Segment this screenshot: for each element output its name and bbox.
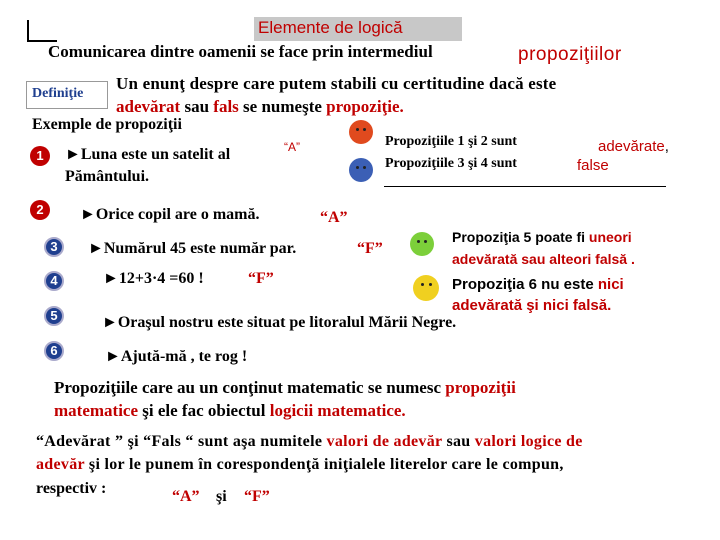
truth-line2: adevăr şi lor le punem în corespondenţă iniţialele literelor care le compun, bbox=[36, 456, 564, 473]
summary-line1: Propoziţiile 1 şi 2 sunt bbox=[385, 134, 517, 149]
note-5-line1: Propoziţia 5 poate fi uneori bbox=[452, 229, 632, 245]
math-line1: Propoziţiile care au un conţinut matematic se numesc propoziţii bbox=[54, 378, 516, 397]
example-number-badge: 1 bbox=[30, 146, 50, 166]
definition-label: Definiţie bbox=[32, 86, 84, 101]
example-3-tag: “F” bbox=[357, 240, 383, 257]
example-4-text: ►12+3·4 =60 ! bbox=[103, 270, 204, 287]
summary-divider bbox=[384, 186, 666, 187]
example-2-tag: “A” bbox=[320, 209, 348, 226]
truth-letter-a: “A” bbox=[172, 488, 200, 505]
green-face-icon bbox=[410, 232, 434, 256]
definition-line2: adevărat sau fals se numeşte propoziţie. bbox=[116, 97, 404, 116]
intro-text: Comunicarea dintre oamenii se face prin intermediul bbox=[48, 42, 433, 61]
truth-line1: “Adevărat ” şi “Fals “ sunt aşa numitele valori de adevăr sau valori logice de bbox=[36, 433, 583, 450]
example-number-badge: 6 bbox=[44, 341, 64, 361]
face-eye bbox=[429, 283, 432, 286]
example-6-text: ►Ajută-mă , te rog ! bbox=[105, 348, 248, 365]
truth-line3-start: respectiv : bbox=[36, 480, 107, 497]
face-eye bbox=[356, 166, 359, 169]
example-1-text: ►Luna este un satelit al bbox=[65, 146, 231, 163]
face-eye bbox=[421, 283, 424, 286]
example-4-tag: “F” bbox=[248, 270, 274, 287]
face-eye bbox=[363, 166, 366, 169]
definition-line1: Un enunţ despre care putem stabili cu certitudine dacă este bbox=[116, 74, 557, 93]
yellow-face-icon bbox=[413, 275, 439, 301]
intro-propositions: propoziţiilor bbox=[518, 44, 622, 65]
example-3-text: ►Numărul 45 este număr par. bbox=[88, 240, 297, 257]
example-number-badge: 3 bbox=[44, 237, 64, 257]
corner-bracket bbox=[27, 20, 29, 42]
note-6-line2: adevărată şi nici falsă. bbox=[452, 297, 612, 314]
note-6-line1: Propoziţia 6 nu este nici bbox=[452, 276, 624, 293]
note-5-line2: adevărată sau alteori falsă . bbox=[452, 251, 635, 267]
truth-letter-f: “F” bbox=[244, 488, 270, 505]
page-title: Elemente de logică bbox=[258, 18, 403, 37]
example-number-badge: 5 bbox=[44, 306, 64, 326]
face-eye bbox=[424, 240, 427, 243]
example-2-text: ►Orice copil are o mamă. bbox=[80, 206, 260, 223]
face-eye bbox=[417, 240, 420, 243]
example-5-text: ►Oraşul nostru este situat pe litoralul Mării Negre. bbox=[102, 314, 457, 331]
math-line2: matematice şi ele fac obiectul logicii matematice. bbox=[54, 401, 406, 420]
example-number-badge: 4 bbox=[44, 271, 64, 291]
summary-line2: Propoziţiile 3 şi 4 sunt bbox=[385, 156, 517, 171]
example-1-tag: “A” bbox=[284, 140, 300, 154]
truth-and: şi bbox=[216, 488, 227, 505]
example-number-badge: 2 bbox=[30, 200, 50, 220]
summary-true: adevărate, bbox=[598, 138, 669, 155]
face-eye bbox=[356, 128, 359, 131]
summary-false: false bbox=[577, 157, 609, 174]
blue-face-icon bbox=[349, 158, 373, 182]
example-1-text-cont: Pământului. bbox=[65, 168, 150, 185]
red-face-icon bbox=[349, 120, 373, 144]
examples-heading: Exemple de propoziţii bbox=[32, 116, 182, 133]
face-eye bbox=[363, 128, 366, 131]
